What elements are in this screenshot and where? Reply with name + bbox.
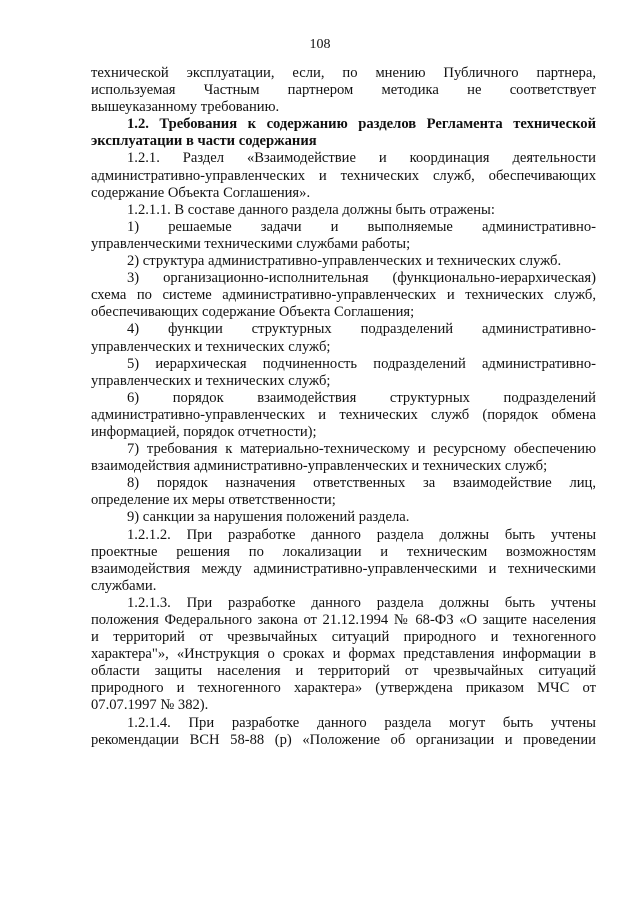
text-line: 9) санкции за нарушения положений раздела.	[127, 509, 410, 526]
text-line: природного и техногенного характера» (утверждена приказом МЧС от	[91, 680, 596, 697]
text-line: определение их меры ответственности;	[91, 492, 336, 509]
text-line: 2) структура административно-управленческих и технических служб.	[127, 253, 562, 270]
text-line: 4) функции структурных подразделений административно-	[127, 321, 596, 338]
text-line: проектные решения по локализации и техническим возможностям	[91, 543, 596, 560]
section-heading-line: эксплуатации в части содержания	[91, 133, 317, 150]
text-line: службами.	[91, 577, 157, 594]
text-line: обеспечивающих содержание Объекта Соглашения;	[91, 304, 415, 321]
text-line: и территорий от чрезвычайных ситуаций природного и техногенного	[91, 629, 596, 646]
text-line: взаимодействия административно-управленческих и технических служб;	[91, 458, 548, 475]
text-line: вышеуказанному требованию.	[91, 99, 280, 116]
text-line: управленческих и технических служб;	[91, 338, 331, 355]
text-line: 5) иерархическая подчиненность подразделений административно-	[127, 355, 596, 372]
text-line: используемая Частным партнером методика не соответствует	[91, 82, 596, 99]
text-line: 1.2.1.4. При разработке данного раздела могут быть учтены	[127, 714, 596, 731]
text-line: административно-управленческих и технических служб, обеспечивающих	[91, 167, 596, 184]
text-line: 6) порядок взаимодействия структурных подразделений	[127, 389, 596, 406]
section-heading-line: 1.2. Требования к содержанию разделов Регламента технической	[127, 116, 596, 133]
text-line: 07.07.1997 № 382).	[91, 697, 209, 714]
text-line: характера"», «Инструкция о сроках и формах представления информации в	[91, 646, 596, 663]
text-line: содержание Объекта Соглашения».	[91, 184, 311, 201]
text-line: 1.2.1.2. При разработке данного раздела должны быть учтены	[127, 526, 596, 543]
text-line: схема по системе административно-управленческих и технических служб,	[91, 287, 596, 304]
text-line: взаимодействия между административно-управленческими и техническими	[91, 560, 596, 577]
text-line: 1.2.1. Раздел «Взаимодействие и координация деятельности	[127, 150, 596, 167]
text-line: области защиты населения и территорий от чрезвычайных ситуаций	[91, 663, 596, 680]
page-number: 108	[309, 37, 331, 52]
text-line: 3) организационно-исполнительная (функционально-иерархическая)	[127, 270, 596, 287]
text-line: административно-управленческих и технических служб (порядок обмена	[91, 406, 596, 423]
text-line: рекомендации ВСН 58-88 (р) «Положение об организации и проведении	[91, 731, 596, 748]
text-line: управленческими техническими службами работы;	[91, 235, 411, 252]
text-line: положения Федерального закона от 21.12.1994 № 68-ФЗ «О защите населения	[91, 612, 596, 628]
text-line: 1.2.1.3. При разработке данного раздела должны быть учтены	[127, 594, 596, 611]
text-line: управленческих и технических служб;	[91, 372, 331, 389]
text-line: 1) решаемые задачи и выполняемые административно-	[127, 218, 596, 235]
text-line: технической эксплуатации, если, по мнению Публичного партнера,	[91, 65, 596, 81]
text-line: 8) порядок назначения ответственных за взаимодействие лиц,	[127, 475, 596, 492]
text-line: 1.2.1.1. В составе данного раздела должны быть отражены:	[127, 201, 495, 218]
text-line: 7) требования к материально-техническому и ресурсному обеспечению	[127, 441, 596, 458]
text-line: информацией, порядок отчетности);	[91, 423, 317, 440]
document-body	[91, 65, 596, 749]
